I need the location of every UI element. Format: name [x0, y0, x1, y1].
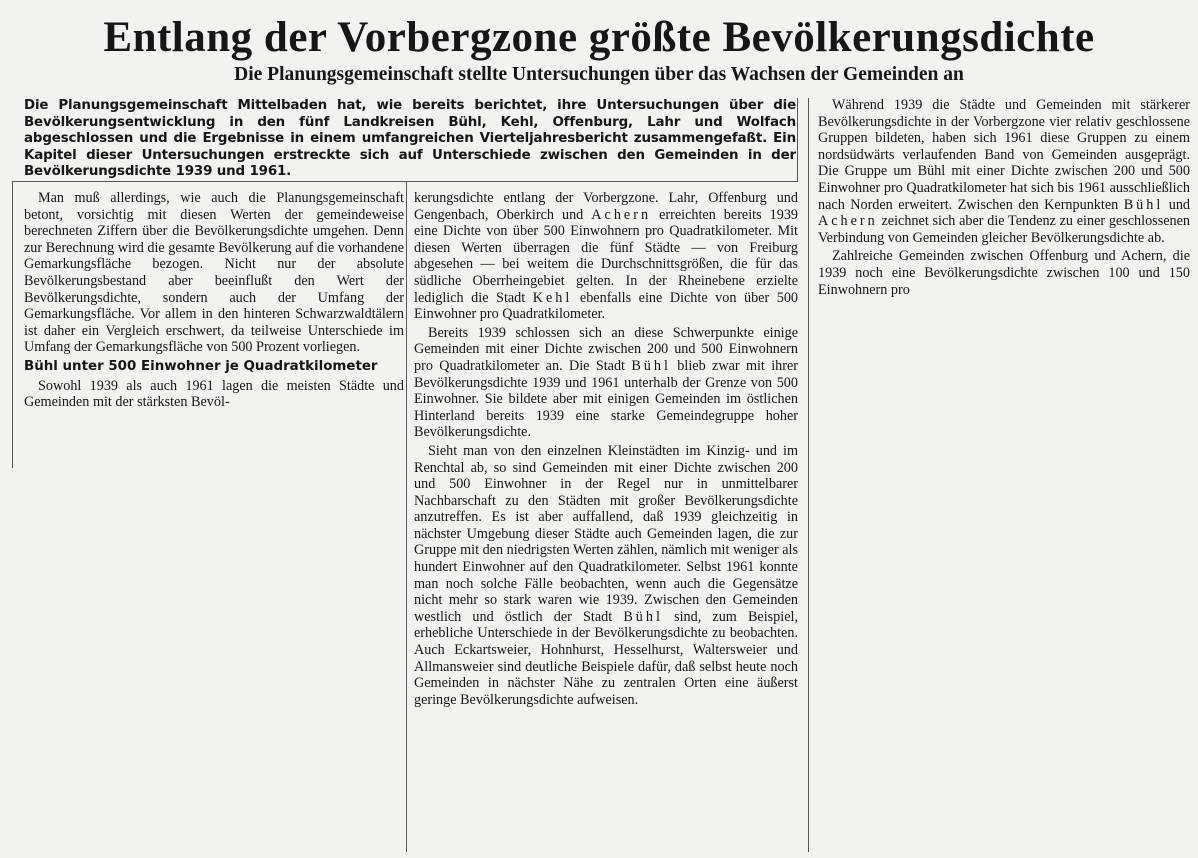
col2-paragraph-3 [414, 443, 798, 709]
column-rule-middle [406, 182, 407, 852]
col3-und: und [1168, 196, 1191, 213]
column-3 [818, 97, 1190, 298]
subheadline: Die Planungsgemeinschaft stellte Untersuchungen über das Wachsen der Gemeinden an [234, 64, 964, 85]
col1-paragraph-1: Man muß allerdings, wie auch die Planungsgemeinschaft betont, vorsichtig mit diesen Werten der gemeindeweise berechneten Ziffern über die Bevölkerungsdichte umgehen. Denn zur Berechnung wird die gesamte Bevölkerung auf die vorhandene Gemarkungsfläche bezogen. Nicht nur der absolute Bevölkerungsbestand aber beeinflußt den Wert der Bevölkerungsdichte, sondern auch der Umfang der Gemarkungsfläche. Vor allem in den hinteren Schwarzwaldtälern ist daher ein Vergleich erschwert, da teilweise Unterschiede im Umfang der Gemarkungsfläche von 500 Prozent vorliegen. [24, 190, 404, 356]
col2-p1-part-a: kerungsdichte entlang der Vorbergzone. Lahr, Offenburg und Gengenbach, Oberkirch und [414, 190, 798, 223]
col2-paragraph-2 [414, 325, 798, 441]
town-buehl: Bühl [631, 357, 671, 374]
column-1 [24, 190, 404, 411]
col2-p1-part-c: ebenfalls eine Dichte von über 500 Einwohner pro Quadratkilometer. [414, 289, 799, 323]
town-buehl-3: Bühl [1123, 196, 1164, 213]
column-rule-left [12, 182, 13, 468]
town-achern: Achern [591, 206, 652, 223]
town-achern-2: Achern [818, 213, 878, 230]
col2-p3-part-a: Sieht man von den einzelnen Kleinstädten im Kinzig- und im Renchtal ab, so sind Gemeinden mit einer Dichte zwischen 200 und 500 Einwohner in der Regel nur in unmittelbarer Nachbarschaft zu den Städten mit großer Bevölkerungsdichte anzutreffen. Es ist aber auffallend, daß 1939 gleichzeitig in nächster Umgebung dieser Städte auch Gemeinden lagen, die zur Gruppe mit den niedrigsten Werten zählen, nämlich mit weniger als hundert Einwohner auf den Quadratkilometer. Selbst 1961 konnte man noch solche Fälle beobachten, wenn auch die Gegensätze nicht mehr so stark waren wie 1939. Zwischen den Gemeinden westlich und östlich der Stadt [414, 442, 798, 625]
section-subhead: Bühl unter 500 Einwohner je Quadratkilometer [24, 358, 378, 374]
col2-p3-part-b: sind, zum Beispiel, erhebliche Unterschiede in der Bevölkerungsdichte zu beobachten. Auch Eckartsweier, Hohnhurst, Hesselhurst, Waltersweier und Allmansweier sind deutliche Beispiele dafür, daß selbst heute noch Gemeinden in nächster Nähe zu zentralen Orten eine äußerst geringe Bevölkerungsdichte aufweisen. [414, 608, 799, 708]
headline: Entlang der Vorbergzone größte Bevölkerungsdichte [103, 14, 1095, 61]
col2-p1-part-b: erreichten bereits 1939 eine Dichte von über 500 Einwohnern pro Quadratkilometer. Mit diesen Werten überragen die fünf Städte — von Freiburg abgesehen — bei weitem die Durchschnittsgrößen, die für das südliche Oberrheingebiet gelten. In der Rheinebene erzielte lediglich die Stadt [414, 206, 799, 306]
col2-paragraph-1 [414, 190, 798, 323]
col3-p1-part-a: Während 1939 die Städte und Gemeinden mit stärkerer Bevölkerungsdichte in der Vorbergzone vier relativ geschlossene Gruppen bildeten, haben sich 1961 diese Gruppen zu einem nordsüdwärts verlaufenden Band von Gemeinden ausgeprägt. Die Gruppe um Bühl mit einer Dichte zwischen 200 und 500 Einwohner pro Quadratkilometer hat sich bis 1961 ausschließlich nach Norden erweitert. Zwischen den Kernpunkten [818, 97, 1190, 213]
town-buehl-2: Bühl [623, 608, 663, 625]
column-rule-right [808, 98, 809, 852]
col2-p2-part-a: Bereits 1939 schlossen sich an diese Schwerpunkte einige Gemeinden mit einer Dichte zwischen 200 und 500 Einwohnern pro Quadratkilometer an. Die Stadt [414, 324, 798, 374]
col3-paragraph-1 [818, 97, 1190, 246]
lead-paragraph: Die Planungsgemeinschaft Mittelbaden hat, wie bereits berichtet, ihre Untersuchungen über die Bevölkerungsentwicklung in den fünf Landkreisen Bühl, Kehl, Offenburg, Lahr und Wolfach abgeschlossen und die Ergebnisse in einem umfangreichen Vierteljahresbericht zusammengefaßt. Ein Kapitel dieser Untersuchungen erstreckte sich auf Unterschiede zwischen den Gemeinden in der Bevölkerungsdichte 1939 und 1961. [24, 98, 796, 180]
col2-p2-part-b: blieb zwar mit ihrer Bevölkerungsdichte 1939 und 1961 unterhalb der Grenze von 500 Einwohner. Sie bildete aber mit einigen Gemeinden im östlichen Hinterland bereits 1939 eine starke Gemeindegruppe hoher Bevölkerungsdichte. [414, 357, 798, 441]
col1-paragraph-2: Sowohl 1939 als auch 1961 lagen die meisten Städte und Gemeinden mit der stärksten Bevöl- [24, 377, 404, 411]
column-2 [414, 190, 798, 708]
town-kehl: Kehl [532, 289, 573, 306]
col3-paragraph-2: Zahlreiche Gemeinden zwischen Offenburg und Achern, die 1939 noch eine Bevölkerungsdichte zwischen 100 und 150 Einwohnern pro [818, 248, 1190, 298]
col3-p1-part-b: zeichnet sich aber die Tendenz zu einer geschlossenen Verbindung von Gemeinden gleicher Bevölkerungsdichte ab. [818, 213, 1190, 246]
